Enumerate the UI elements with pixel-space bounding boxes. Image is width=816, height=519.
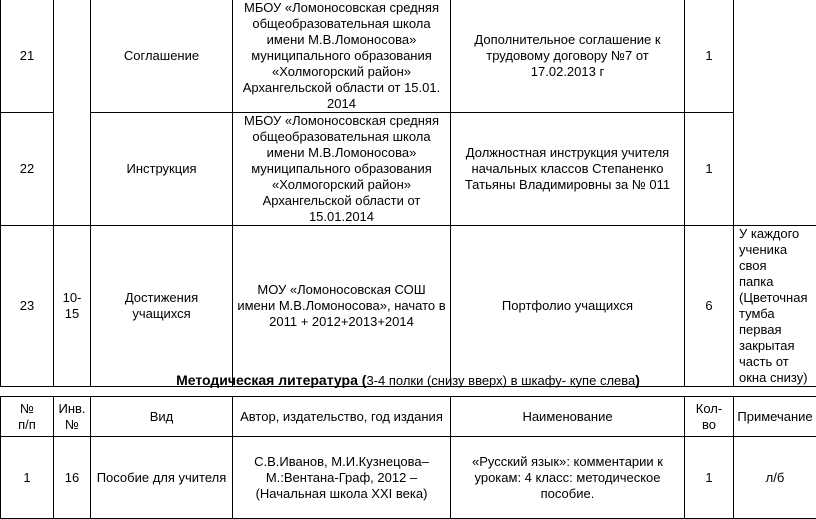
paren-close: ) xyxy=(635,372,640,388)
author-publisher: МБОУ «Ломоносовская средняя общеобразовательная школа имени М.В.Ломоносова» муниципального образования «Холмогорский район» Архангельской области от 15.01. 2014 xyxy=(233,0,451,113)
header-title: Наименование xyxy=(451,397,685,437)
table-header-row xyxy=(1,397,816,437)
inventory-number: 10- 15 xyxy=(54,226,91,387)
row-number: 22 xyxy=(1,113,54,226)
note: У каждого ученика своя папка (Цветочная тумба первая закрытая часть от окна снизу) xyxy=(734,226,816,387)
section-subtitle: 3-4 полки (снизу вверх) в шкафу- купе слева xyxy=(366,373,635,388)
row-number: 1 xyxy=(1,437,54,519)
table-row xyxy=(1,0,816,113)
header-num: № п/п xyxy=(1,397,54,437)
quantity: 1 xyxy=(685,113,734,226)
note xyxy=(734,0,816,226)
methodical-literature-table xyxy=(0,396,816,519)
document-title: Дополнительное соглашение к трудовому договору №7 от 17.02.2013 г xyxy=(451,0,685,113)
header-qty: Кол- во xyxy=(685,397,734,437)
section-title: Методическая литература xyxy=(176,372,358,388)
inventory-number xyxy=(54,0,91,226)
document-title: Должностная инструкция учителя начальных классов Степаненко Татьяны Владимировны за № 011 xyxy=(451,113,685,226)
row-number: 23 xyxy=(1,226,54,387)
header-type: Вид xyxy=(91,397,233,437)
author-publisher: С.В.Иванов, М.И.Кузнецова– М.:Вентана-Граф, 2012 – (Начальная школа XXI века) xyxy=(233,437,451,519)
table-row xyxy=(1,437,816,519)
note: л/б xyxy=(734,437,816,519)
section-heading xyxy=(0,372,816,388)
quantity: 1 xyxy=(685,437,734,519)
quantity: 6 xyxy=(685,226,734,387)
inventory-number: 16 xyxy=(54,437,91,519)
author-publisher: МОУ «Ломоносовская СОШ имени М.В.Ломоносова», начато в 2011 + 2012+2013+2014 xyxy=(233,226,451,387)
header-note: Примечание xyxy=(734,397,816,437)
document-title: «Русский язык»: комментарии к урокам: 4 класс: методическое пособие. xyxy=(451,437,685,519)
quantity: 1 xyxy=(685,0,734,113)
document-type: Пособие для учителя xyxy=(91,437,233,519)
header-inv: Инв. № xyxy=(54,397,91,437)
paren-open: ( xyxy=(358,372,367,388)
table-row xyxy=(1,113,816,226)
author-publisher: МБОУ «Ломоносовская средняя общеобразовательная школа имени М.В.Ломоносова» муниципального образования «Холмогорский район» Архангельской области от 15.01.2014 xyxy=(233,113,451,226)
header-author: Автор, издательство, год издания xyxy=(233,397,451,437)
document-type: Соглашение xyxy=(91,0,233,113)
table-row xyxy=(1,226,816,387)
document-type: Инструкция xyxy=(91,113,233,226)
document-type: Достижения учащихся xyxy=(91,226,233,387)
document-title: Портфолио учащихся xyxy=(451,226,685,387)
row-number: 21 xyxy=(1,0,54,113)
